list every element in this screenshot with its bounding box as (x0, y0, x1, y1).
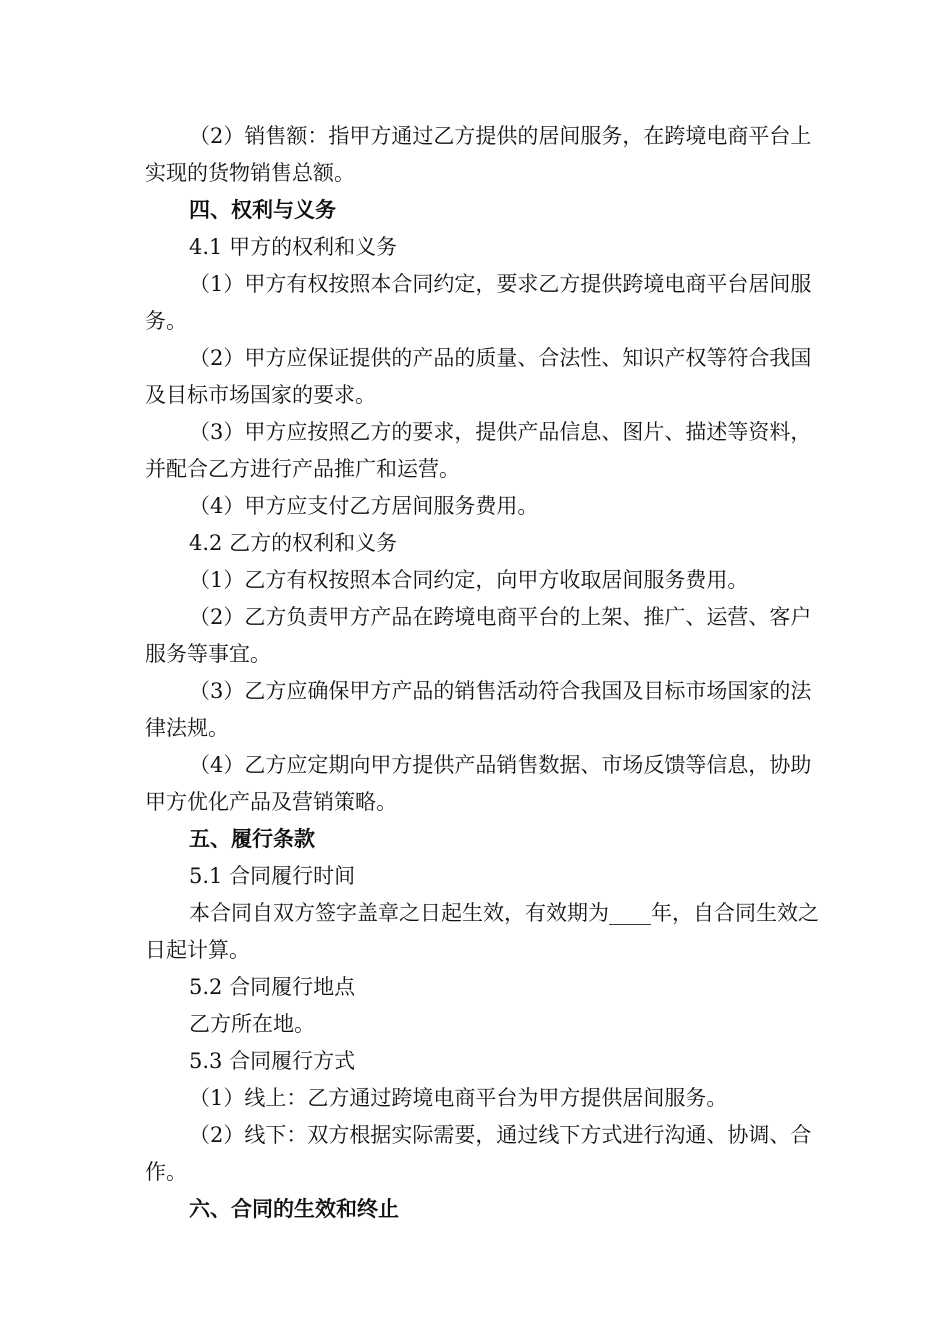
subsection-title-party-a: 4.1 甲方的权利和义务 (189, 235, 398, 259)
paragraph-party-b-item-4: （4）乙方应定期向甲方提供产品销售数据、市场反馈等信息，协助甲方优化产品及营销策略。 (145, 753, 812, 814)
paragraph-party-b-item-3: （3）乙方应确保甲方产品的销售活动符合我国及目标市场国家的法律法规。 (145, 679, 812, 740)
paragraph-party-a-item-3: （3）甲方应按照乙方的要求，提供产品信息、图片、描述等资料，并配合乙方进行产品推广和运营。 (145, 420, 812, 481)
section-heading-effect-termination: 六、合同的生效和终止 (189, 1197, 399, 1221)
paragraph-method-offline: （2）线下：双方根据实际需要，通过线下方式进行沟通、协调、合作。 (145, 1123, 812, 1184)
document-body (145, 118, 825, 1228)
subsection-title-party-b: 4.2 乙方的权利和义务 (189, 531, 398, 555)
section-heading-rights-obligations: 四、权利与义务 (189, 198, 336, 222)
paragraph-party-a-item-1: （1）甲方有权按照本合同约定，要求乙方提供跨境电商平台居间服务。 (145, 272, 812, 333)
paragraph-party-a-item-2: （2）甲方应保证提供的产品的质量、合法性、知识产权等符合我国及目标市场国家的要求。 (145, 346, 812, 407)
paragraph-performance-place: 乙方所在地。 (189, 1012, 315, 1036)
subsection-title-performance-method: 5.3 合同履行方式 (189, 1049, 356, 1073)
paragraph-party-b-item-2: （2）乙方负责甲方产品在跨境电商平台的上架、推广、运营、客户服务等事宜。 (145, 605, 812, 666)
section-heading-performance: 五、履行条款 (189, 827, 315, 851)
paragraph-performance-time: 本合同自双方签字盖章之日起生效，有效期为____年，自合同生效之日起计算。 (145, 901, 819, 962)
paragraph-sales-definition: （2）销售额：指甲方通过乙方提供的居间服务，在跨境电商平台上实现的货物销售总额。 (145, 124, 812, 185)
paragraph-party-a-item-4: （4）甲方应支付乙方居间服务费用。 (189, 494, 539, 518)
paragraph-party-b-item-1: （1）乙方有权按照本合同约定，向甲方收取居间服务费用。 (189, 568, 749, 592)
subsection-title-performance-place: 5.2 合同履行地点 (189, 975, 356, 999)
paragraph-method-online: （1）线上：乙方通过跨境电商平台为甲方提供居间服务。 (189, 1086, 728, 1110)
subsection-title-performance-time: 5.1 合同履行时间 (189, 864, 356, 888)
